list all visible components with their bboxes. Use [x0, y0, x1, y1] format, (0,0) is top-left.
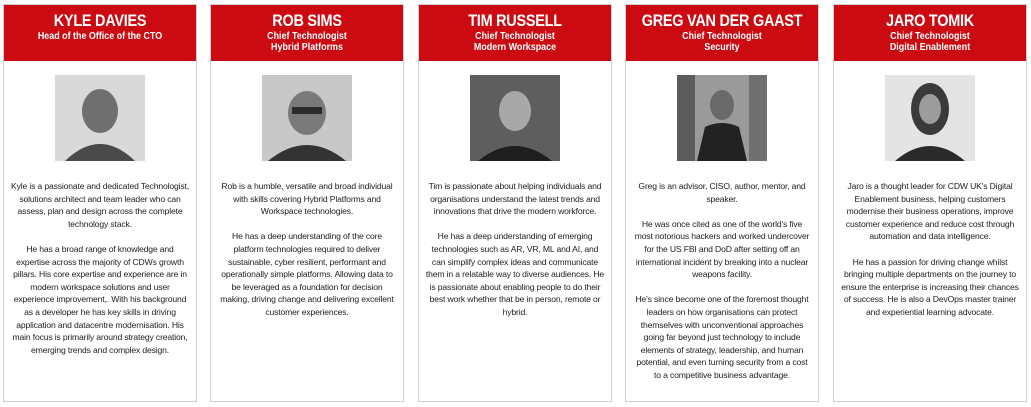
bio-paragraph: He was once cited as one of the world's five most notorious hackers and worked undercover for the US FBI and DoD after setting off an international incident by breaking into a nuclear weapons facility. [634, 218, 810, 280]
bio-paragraph: He has a broad range of knowledge and expertise across the majority of CDWs growth pillars. His core expertise and experience are in modern workspace solutions and user experience improvement,. With his background as a developer he has key skills in driving application and datacentre modernisation. His main focus is primarily around strategy creation, emerging trends and complex design. [12, 243, 188, 355]
profile-card-jaro-tomik [833, 4, 1027, 402]
bio-paragraph: Jaro is a thought leader for CDW UK's Digital Enablement business, helping customers modernise their business operations, improve customer experience and reduce cost through automation and data intelligence. [845, 181, 1015, 242]
profile-bio [425, 180, 605, 331]
profile-card-greg-van-der-gaast [625, 4, 819, 402]
profile-role: Head of the Office of the CTO [37, 30, 163, 42]
card-header [626, 5, 818, 61]
profile-name: GREG VAN DER GAAST [641, 11, 803, 30]
bio-paragraph: Rob is a humble, versatile and broad individual with skills covering Hybrid Platforms and Workspace technologies. [221, 181, 393, 217]
profile-role: Chief Technologist [475, 30, 555, 42]
profile-bio [632, 180, 812, 394]
profile-role: Chief Technologist [890, 30, 970, 42]
profile-photo [470, 75, 560, 161]
profile-name: TIM RUSSELL [468, 11, 562, 30]
bio-paragraph: He has a deep understanding of the core platform technologies required to deliver sustainable, cyber resilient, performant and operationally simple platforms. Allowing data to be leveraged as a foundation for decision making, driving change and delivering excellent customer experiences. [220, 231, 394, 317]
profile-bio [10, 180, 190, 369]
profile-role: Chief Technologist [267, 30, 347, 42]
profile-card-rob-sims [210, 4, 404, 402]
profile-role-area: Security [704, 41, 740, 53]
card-header [4, 5, 196, 61]
bio-paragraph: He's since become one of the foremost thought leaders on how organisations can protect themselves with unconventional approaches going far beyond just technology to include elements of strategy, leadership, and human potential, and even turning security from a cost to a competitive business advantage. [635, 294, 809, 380]
profile-name: ROB SIMS [272, 11, 342, 30]
profile-bio [840, 180, 1020, 331]
profile-role-area: Digital Enablement [889, 41, 971, 53]
profile-photo [885, 75, 975, 161]
profile-card-tim-russell [418, 4, 612, 402]
card-header [211, 5, 403, 61]
bio-paragraph: He has a passion for driving change whilst bringing multiple departments on the journey to ensure the enterprise is increasing their chances of success. He is also a DevOps master trainer and experiential learning advocate. [841, 256, 1019, 317]
bio-paragraph: He has a deep understanding of emerging technologies such as AR, VR, ML and AI, and can simplify complex ideas and communicate them in a relatable way to diverse audiences. He is passionate about enabling people to do their best work whether that be in person, remote or hybrid. [425, 231, 605, 317]
profile-name: KYLE DAVIES [53, 11, 147, 30]
profile-photo [55, 75, 145, 161]
profile-photo [677, 75, 767, 161]
profile-role-area: Hybrid Platforms [271, 41, 343, 53]
card-header [419, 5, 611, 61]
bio-paragraph: Tim is passionate about helping individuals and organisations understand the latest trends and innovations that drive the modern workforce. [428, 181, 602, 217]
profile-bio [217, 180, 397, 331]
profile-name: JARO TOMIK [886, 11, 974, 30]
profile-card-kyle-davies [3, 4, 197, 402]
profile-role-area: Modern Workspace [473, 41, 557, 53]
card-header [834, 5, 1026, 61]
bio-paragraph: Greg is an advisor, CISO, author, mentor, and speaker. [638, 181, 806, 204]
profile-photo [262, 75, 352, 161]
profile-role: Chief Technologist [682, 30, 762, 42]
bio-paragraph: Kyle is a passionate and dedicated Technologist, solutions architect and team leader who can assess, plan and design across the complete technology stack. [10, 181, 189, 229]
